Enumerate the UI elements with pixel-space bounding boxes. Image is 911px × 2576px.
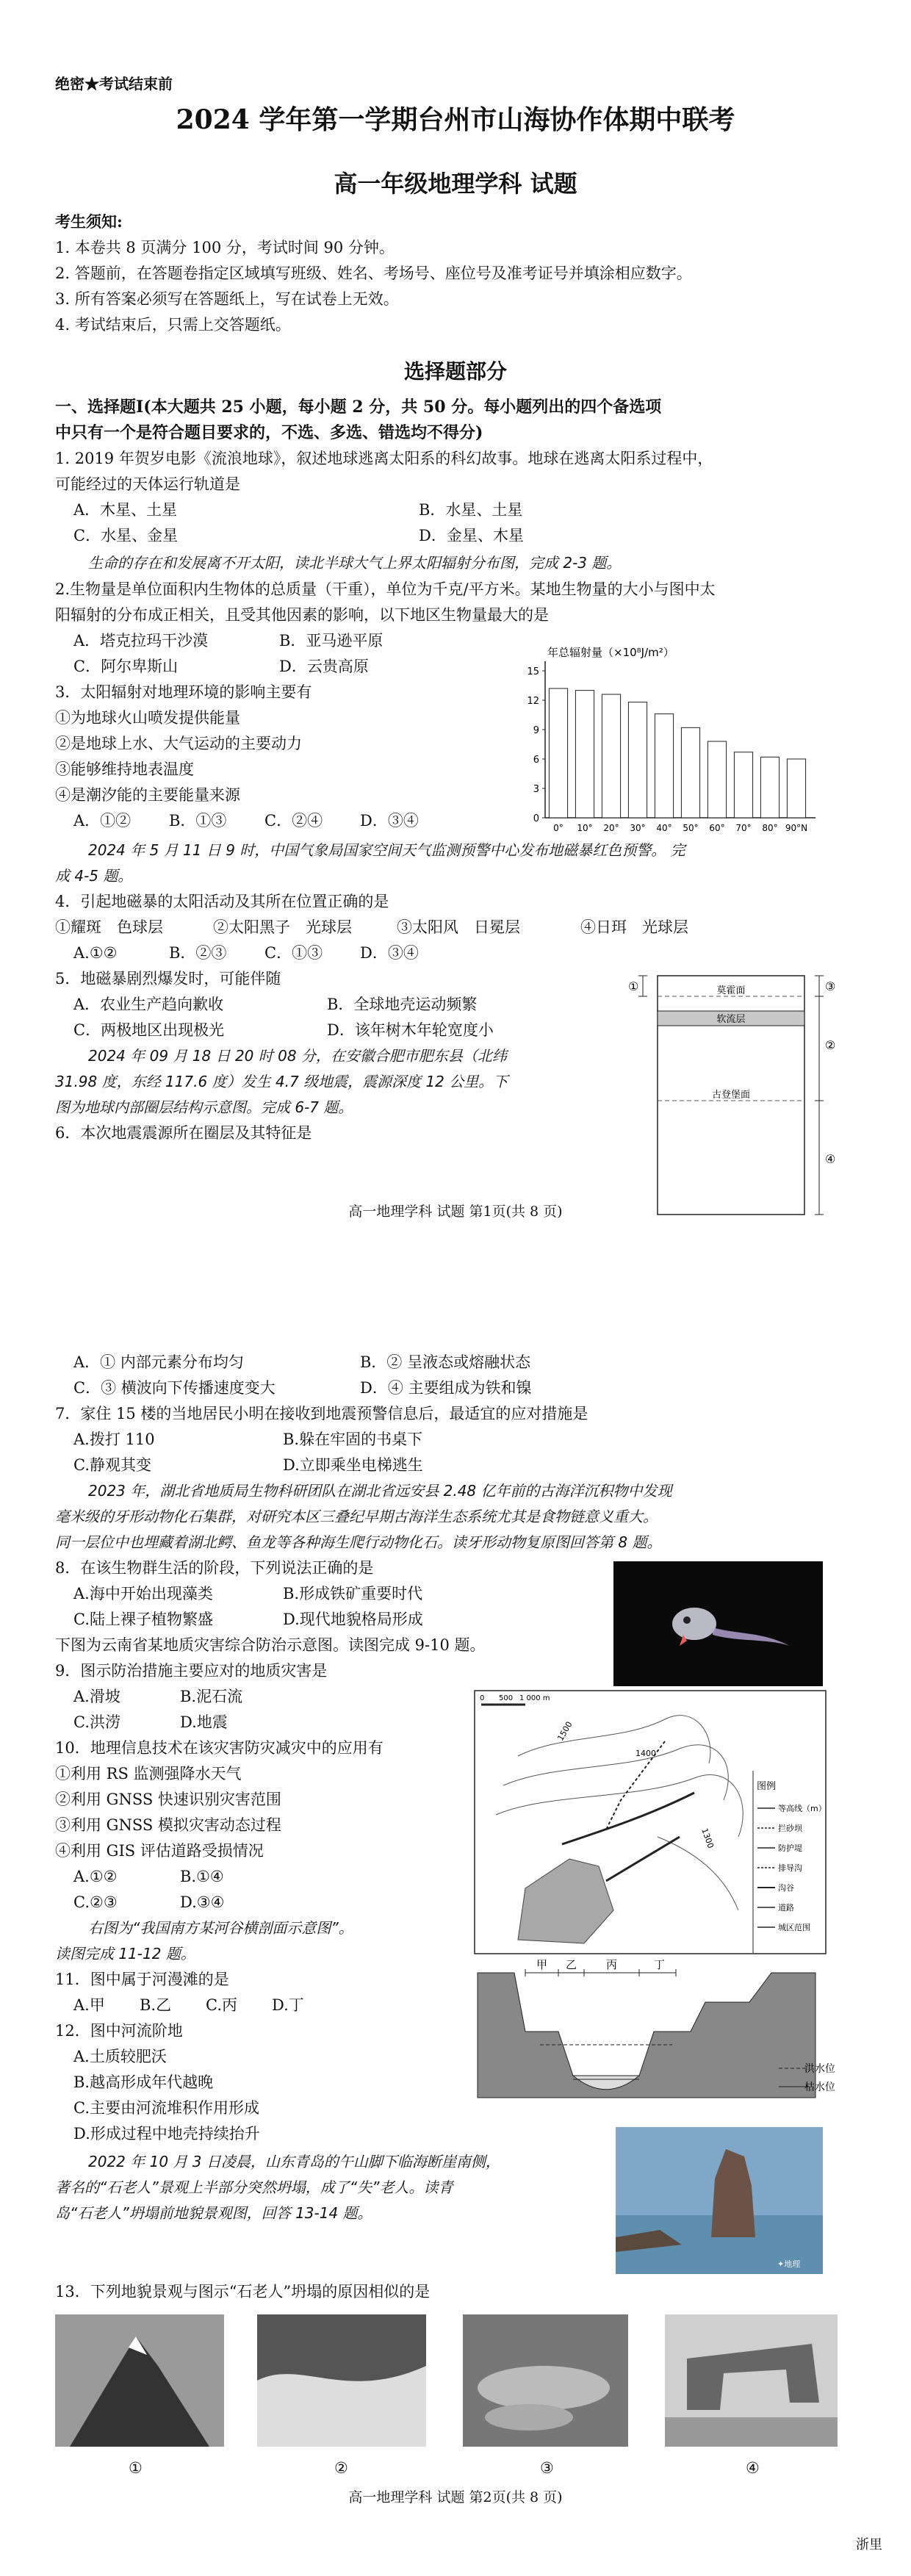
- landform-photo-3: [463, 2314, 628, 2447]
- bar: [681, 727, 699, 818]
- question-1: 1. 2019 年贺岁电影《流浪地球》，叙述地球逃离太阳系的科幻故事。地球在逃离太阳系过程中，: [55, 450, 713, 467]
- option: B．② 呈液态或熔融状态: [360, 1353, 531, 1371]
- q4-item: ②太阳黑子 光球层: [213, 918, 352, 936]
- option: C.主要由河流堆积作用形成: [73, 2099, 259, 2117]
- conodont-reconstruction-photo: [613, 1561, 823, 1686]
- option: B.形成铁矿重要时代: [283, 1585, 423, 1602]
- q3-item: ②是地球上水、大气运动的主要动力: [55, 735, 302, 752]
- question-8: 8．在该生物群生活的阶段，下列说法正确的是: [55, 1559, 374, 1577]
- bar: [602, 694, 620, 818]
- option: B．水星、土星: [419, 501, 523, 519]
- section-intro: 中只有一个是符合题目要求的，不选、多选、错选均不得分): [55, 423, 483, 442]
- option: C.陆上裸子植物繁盛: [73, 1611, 213, 1628]
- question-13: 13．下列地貌景观与图示“石老人”坍塌的原因相似的是: [55, 2283, 431, 2300]
- option: D．③④: [360, 812, 419, 830]
- x-tick-label: 60°: [709, 823, 725, 833]
- scale-500: 500: [499, 1694, 514, 1702]
- bar: [655, 714, 673, 818]
- option: D.③④: [180, 1893, 225, 1911]
- y-tick-label: 12: [527, 696, 539, 707]
- option: A.土质较肥沃: [73, 2048, 167, 2065]
- q3-item: ①为地球火山喷发提供能量: [55, 709, 240, 727]
- exam-title: 2024 学年第一学期台州市山海协作体期中联考: [176, 104, 735, 135]
- question-2: 2.生物量是单位面积内生物体的总质量（干重），单位为千克/平方米。某地生物量的大小与图中太: [55, 580, 716, 598]
- question-11: 11．图中属于河漫滩的是: [55, 1971, 229, 1988]
- stem-4-5-cont: 成 4-5 题。: [55, 867, 133, 885]
- option: A．① 内部元素分布均匀: [73, 1353, 244, 1371]
- q10-item: ③利用 GNSS 模拟灾害动态过程: [55, 1816, 281, 1834]
- landform-photo-2: [257, 2314, 426, 2447]
- x-tick-label: 90°N: [785, 823, 808, 833]
- contour-label: 1400: [635, 1749, 656, 1758]
- chart-title: 年总辐射量（×10⁸J/m²）: [547, 646, 674, 659]
- y-tick-label: 3: [533, 784, 539, 795]
- option: D.形成过程中地壳持续抬升: [73, 2125, 260, 2143]
- legend-label: 沟谷: [778, 1883, 794, 1893]
- question-9: 9．图示防治措施主要应对的地质灾害是: [55, 1662, 328, 1680]
- q4-item: ④日珥 光球层: [580, 918, 688, 936]
- bar: [628, 702, 647, 818]
- q3-item: ④是潮汐能的主要能量来源: [55, 786, 240, 804]
- asthenosphere-label: 软流层: [716, 1014, 746, 1025]
- option: C.丙: [206, 1996, 237, 2014]
- stem-8-cont: 同一层位中也埋藏着湖北鳄、鱼龙等各种海生爬行动物化石。读牙形动物复原图回答第 8 题。: [55, 1533, 662, 1551]
- option: A．①②: [73, 812, 132, 830]
- label-ding: 丁: [654, 1958, 666, 1971]
- question-6: 6．本次地震震源所在圈层及其特征是: [55, 1124, 312, 1142]
- confidential-mark: 绝密★考试结束前: [55, 75, 173, 93]
- marker-2: ②: [825, 1038, 836, 1052]
- label-bing: 丙: [606, 1958, 618, 1971]
- option: C．水星、金星: [73, 527, 179, 544]
- page-footer: 高一地理学科 试题 第1页(共 8 页): [348, 1204, 563, 1220]
- notice-title: 考生须知:: [55, 212, 123, 231]
- bar: [787, 759, 805, 818]
- y-tick-label: 6: [533, 755, 539, 766]
- photo-label-1: ①: [129, 2459, 143, 2477]
- stem-11-12-cont: 读图完成 11-12 题。: [55, 1945, 195, 1962]
- stem-13-14-cont: 岛“石老人”坍塌前地貌景观图，回答 13-14 题。: [55, 2204, 372, 2222]
- option: D.现代地貌格局形成: [283, 1611, 423, 1628]
- photo-label-2: ②: [334, 2459, 348, 2477]
- stem-6-7: 2024 年 09 月 18 日 20 时 08 分，在安徽合肥市肥东县（北纬: [88, 1047, 507, 1065]
- x-tick-label: 10°: [577, 823, 593, 833]
- x-tick-label: 0°: [553, 823, 563, 833]
- option: D．金星、木星: [419, 527, 524, 544]
- stem-6-7-cont: 31.98 度，东经 117.6 度）发生 4.7 级地震，震源深度 12 公里。下: [55, 1073, 508, 1090]
- question-2-cont: 阳辐射的分布成正相关，且受其他因素的影响，以下地区生物量最大的是: [55, 606, 549, 624]
- option: A.滑坡: [73, 1688, 120, 1705]
- stem-8: 2023 年，湖北省地质局生物科研团队在湖北省远安县 2.48 亿年前的古海洋沉积物中发现: [88, 1482, 672, 1500]
- stem-8-cont: 毫米级的牙形动物化石集群，对研究本区三叠纪早期古海洋生态系统尤其是食物链意义重大。: [55, 1508, 658, 1525]
- marker-1: ①: [628, 979, 639, 993]
- option: A.拨打 110: [73, 1431, 155, 1448]
- option: D.立即乘坐电梯逃生: [283, 1456, 423, 1474]
- marker-3: ③: [825, 979, 836, 993]
- option: B．①③: [169, 812, 227, 830]
- question-10: 10．地理信息技术在该灾害防灾减灾中的应用有: [55, 1739, 384, 1757]
- bar: [734, 752, 752, 818]
- option: C.静观其变: [73, 1456, 151, 1474]
- corner-mark: 浙里: [856, 2537, 882, 2552]
- legend-label: 道路: [778, 1903, 794, 1913]
- option: B．亚马逊平原: [279, 632, 384, 650]
- option: B.越高形成年代越晚: [73, 2073, 214, 2091]
- legend-title: 图例: [757, 1781, 777, 1792]
- question-7: 7．家住 15 楼的当地居民小明在接收到地震预警信息后，最适宜的应对措施是: [55, 1405, 588, 1422]
- notice-item: 4. 考试结束后，只需上交答题纸。: [55, 316, 291, 334]
- option: C．①③: [264, 944, 323, 962]
- y-tick-label: 0: [533, 813, 539, 824]
- option: D．③④: [360, 944, 419, 962]
- option: A.海中开始出现藻类: [73, 1585, 213, 1602]
- option: B.①④: [180, 1868, 224, 1885]
- x-tick-label: 50°: [683, 823, 699, 833]
- x-tick-label: 80°: [762, 823, 778, 833]
- stem-2-3: 生命的存在和发展离不开太阳，读北半球大气上界太阳辐射分布图，完成 2-3 题。: [88, 554, 622, 572]
- q4-item: ①耀斑 色球层: [55, 918, 163, 936]
- option: B.乙: [140, 1996, 172, 2014]
- question-1-cont: 可能经过的天体运行轨道是: [55, 475, 240, 493]
- option: A．塔克拉玛干沙漠: [73, 632, 209, 650]
- stem-9-10: 下图为云南省某地质灾害综合防治示意图。读图完成 9-10 题。: [55, 1636, 486, 1654]
- moho-label: 莫霍面: [716, 985, 746, 996]
- x-tick-label: 40°: [656, 823, 672, 833]
- q10-item: ④利用 GIS 评估道路受损情况: [55, 1842, 264, 1860]
- question-4: 4．引起地磁暴的太阳活动及其所在位置正确的是: [55, 893, 389, 910]
- stem-13-14: 2022 年 10 月 3 日凌晨，山东青岛的午山脚下临海断崖南侧，: [88, 2153, 500, 2170]
- stone-old-man-photo: [616, 2127, 823, 2274]
- q10-item: ②利用 GNSS 快速识别灾害范围: [55, 1791, 281, 1808]
- landform-photo-4: [665, 2314, 838, 2447]
- x-tick-label: 70°: [735, 823, 752, 833]
- river-valley-profile: [470, 1958, 838, 2105]
- contour-label: 1300: [699, 1827, 716, 1850]
- option: C．阿尔卑斯山: [73, 658, 179, 675]
- radiation-chart: [514, 643, 823, 841]
- section-intro: 一、选择题Ⅰ(本大题共 25 小题，每小题 2 分，共 50 分。每小题列出的四个备选项: [55, 397, 662, 417]
- section-title: 选择题部分: [403, 359, 507, 384]
- x-tick-label: 30°: [630, 823, 646, 833]
- x-tick-label: 20°: [603, 823, 619, 833]
- option: B．②③: [169, 944, 227, 962]
- option: C．②④: [264, 812, 323, 830]
- option: D．云贵高原: [279, 658, 369, 675]
- watermark: ✦地理: [777, 2259, 801, 2269]
- option: A.甲: [73, 1996, 105, 2014]
- bar: [549, 688, 567, 818]
- landform-photo-1: [55, 2314, 224, 2447]
- q4-item: ③太阳风 日冕层: [397, 918, 520, 936]
- option: C.②③: [73, 1893, 118, 1911]
- photo-label-4: ④: [746, 2459, 760, 2477]
- stem-13-14-cont: 著名的“石老人”景观上半部分突然坍塌，成了“失”老人。读青: [55, 2179, 453, 2196]
- q10-item: ①利用 RS 监测强降水天气: [55, 1765, 242, 1782]
- page-footer: 高一地理学科 试题 第2页(共 8 页): [348, 2489, 563, 2505]
- stem-11-12: 右图为“我国南方某河谷横剖面示意图”。: [88, 1919, 353, 1937]
- option: B．全球地壳运动频繁: [327, 996, 478, 1013]
- legend-low-water: 枯水位: [804, 2082, 835, 2093]
- option: D．该年树木年轮宽度小: [327, 1021, 494, 1039]
- option: D.丁: [272, 1996, 304, 2014]
- scale-1000: 1 000 m: [519, 1694, 550, 1702]
- notice-item: 3. 所有答案必须写在答题纸上，写在试卷上无效。: [55, 290, 399, 308]
- bar: [760, 757, 779, 818]
- scale-0: 0: [480, 1694, 485, 1702]
- y-tick-label: 9: [533, 725, 539, 736]
- question-5: 5．地磁暴剧烈爆发时，可能伴随: [55, 970, 281, 987]
- earth-structure-figure: [628, 968, 849, 1233]
- option: D.地震: [180, 1713, 228, 1731]
- legend-flood-level: 洪水位: [804, 2063, 835, 2075]
- legend-label: 城区范围: [778, 1923, 810, 1932]
- question-12: 12．图中河流阶地: [55, 2022, 183, 2040]
- option: A．木星、土星: [73, 501, 178, 519]
- bar: [575, 691, 594, 818]
- legend-label: 防护堤: [778, 1843, 802, 1853]
- exam-subtitle: 高一年级地理学科 试题: [334, 170, 577, 198]
- legend-label: 等高线（m）: [778, 1804, 827, 1813]
- bar: [707, 741, 726, 818]
- photo-label-3: ③: [540, 2459, 554, 2477]
- option: C.洪涝: [73, 1713, 120, 1731]
- option: A．农业生产趋向歉收: [73, 996, 224, 1013]
- option: D．④ 主要组成为铁和镍: [360, 1379, 532, 1397]
- stem-6-7-cont: 图为地球内部圈层结构示意图。完成 6-7 题。: [55, 1098, 353, 1116]
- q3-item: ③能够维持地表温度: [55, 760, 194, 778]
- y-tick-label: 15: [527, 666, 539, 677]
- legend-label: 排导沟: [778, 1863, 802, 1873]
- option: A.①②: [73, 944, 118, 962]
- notice-item: 1. 本卷共 8 页满分 100 分，考试时间 90 分钟。: [55, 239, 395, 256]
- option: B.躲在牢固的书桌下: [283, 1431, 423, 1448]
- label-jia: 甲: [536, 1958, 548, 1971]
- option: A.①②: [73, 1868, 118, 1885]
- option: C．③ 横波向下传播速度变大: [73, 1379, 276, 1397]
- question-3: 3．太阳辐射对地理环境的影响主要有: [55, 683, 312, 701]
- stem-4-5: 2024 年 5 月 11 日 9 时，中国气象局国家空间天气监测预警中心发布地磁暴红色预警。 完: [88, 841, 685, 859]
- marker-4: ④: [825, 1152, 836, 1166]
- option: B.泥石流: [180, 1688, 243, 1705]
- notice-item: 2. 答题前，在答题卷指定区域填写班级、姓名、考场号、座位号及准考证号并填涂相应数字。: [55, 265, 692, 282]
- label-yi: 乙: [566, 1958, 577, 1971]
- option: C．两极地区出现极光: [73, 1021, 225, 1039]
- gutenberg-label: 古登堡面: [711, 1090, 751, 1101]
- legend-label: 拦砂坝: [778, 1824, 802, 1833]
- hazard-prevention-map: [474, 1690, 827, 1954]
- contour-label: 1500: [555, 1719, 575, 1743]
